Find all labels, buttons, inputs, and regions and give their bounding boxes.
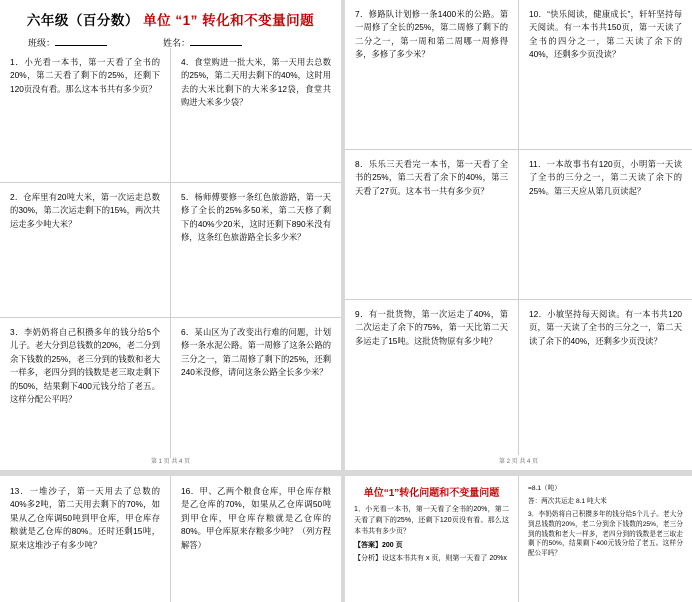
problem-item: 8．乐乐三天看完一本书，第一天看了全书的25%，第二天看了余下的40%，第三天看了27页。这本书一共有多少页？ [345,150,518,300]
problem-item: 16．甲、乙两个粮食仓库，甲仓库存粮是乙仓库的70%，如果从乙仓库调50吨到甲仓库，甲仓库存粮就是乙仓库的80%。甲仓库原来存粮多少吨？（列方程解答） [181,486,331,550]
problem-item: 11．一本故事书有120页，小明第一天读了全书的三分之一，第二天读了余下的25%。第三天应从第几页读起？ [519,150,692,300]
problem-item: 7．修路队计划修一条1400米的公路。第一周修了全长的25%，第二周修了剩下的二分之一，第一周和第二周哪一周修得多，多修了多少米？ [345,0,518,150]
answer-problem-text: 1．小光看一本书，第一天看了全书的20%，第二天看了剩下的25%，还剩下120页没有看。那么这本书共有多少页？ [354,506,509,535]
problem-column-right [519,0,692,455]
problem-item: 5．杨师傅要修一条红色旅游路，第一天修了全长的25%多50米，第二天修了剩下的40%少20米，这时还剩下890米没有修，这条红色旅游路全长多少米？ [171,183,341,318]
problem-item: 12．小敏坚持每天阅读。有一本书共120页，第一天读了全书的三分之一，第二天读了余下的40%，还剩多少页没读？ [529,309,682,346]
answer-column-right [519,476,692,602]
answer-problem-text: 3．李奶奶将自己积攒多年的钱分给5个儿子。老大分到总钱数的20%，老二分到余下钱数的25%，老三分到的钱数和老大一样多，老四分到的钱数是老三取走剩下的50%，结果剩下400元钱分给了老五。这样分配公平吗？ [528,510,683,558]
worksheet-page-2 [345,0,692,470]
answer-column-left [345,476,519,602]
student-info-line [0,29,341,49]
problem-item: 2．仓库里有20吨大米，第一次运走总数的30%，第二次运走剩下的15%，两次共运走多少吨大米？ [0,183,170,318]
answer-analysis: 【分析】设这本书共有 x 页，则第一天看了 20%x [354,555,507,563]
answer-key-page [345,476,692,602]
problem-column-left [345,0,519,455]
answer-line: 答：两次共运走 8.1 吨大米 [528,497,607,505]
worksheet-page-3 [0,476,341,602]
class-field: 班级： [28,36,107,49]
problem-item: 1．小光看一本书，第一天看了全书的20%，第二天看了剩下的25%，还剩下120页没有看。那么这本书共有多少页？ [0,48,170,183]
page-title [0,0,341,29]
answer-result: 【答案】200 页 [354,541,403,549]
problem-item: 4．食堂购进一批大米，第一天用去总数的25%，第二天用去剩下的40%，这时用去的大米比剩下的大米多12袋，食堂共购进大米多少袋？ [171,48,341,183]
problem-item: 9．有一批货物，第一次运走了40%，第二次运走了余下的75%，第一天比第二天多运走了15吨。这批货物原有多少吨？ [355,309,508,346]
problem-item: 13．一堆沙子，第一天用去了总数的40%多2吨，第二天用去剩下的70%，如果从乙仓库调50吨到甲仓库，甲仓库存粮就是乙仓库的80%。还时还剩15吨，原来这堆沙子有多少吨？ [0,476,171,602]
problem-item: 3．李奶奶将自己积攒多年的钱分给5个儿子。老大分到总钱数的20%，老二分到余下钱数的25%，老三分到的钱数和老大一样多，老四分到的钱数是老三取走剩下的50%，结果剩下400元钱分给了老五。这样分配公平吗？ [10,327,160,405]
answer-line: =8.1（吨） [528,485,561,492]
problem-column-right [171,48,341,458]
page-footer: 第 2 页 共 4 页 [498,459,538,465]
answer-key-title: 单位“1”转化问题和不变量问题 [363,488,500,499]
problem-item: 10．“快乐阅读，健康成长”，轩轩坚持每天阅读。有一本书共150页，第一天读了全书的四分之一，第二天读了余下的40%，还剩多少页没读？ [519,0,692,150]
problem-column-left [0,48,171,458]
page-footer: 第 1 页 共 4 页 [150,459,190,465]
title-main: 六年级（百分数） [26,13,139,28]
problem-item: 6．某山区为了改变出行难的问题，计划修一条水泥公路。第一周修了这条公路的三分之一，第二周修了剩下的25%，还剩240米没修，请问这条公路全长多少米？ [181,327,331,378]
worksheet-page-1 [0,0,341,470]
name-field: 姓名： [163,36,242,49]
title-accent: 单位 “1” 转化和不变量问题 [143,13,315,28]
